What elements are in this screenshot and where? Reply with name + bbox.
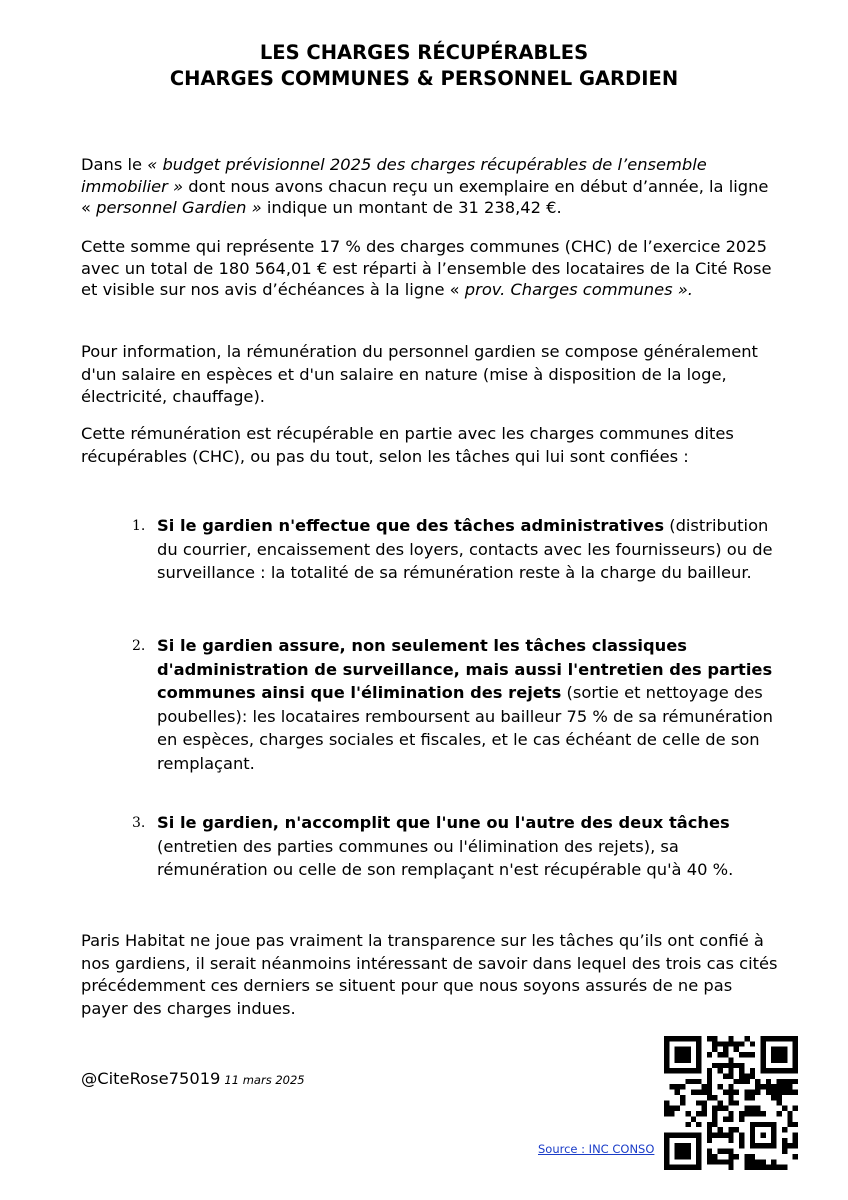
signature-date: 11 mars 2025 bbox=[224, 1073, 305, 1087]
info-paragraph: Pour information, la rémunération du personnel gardien se compose généralement d'un salaire en espèces et d'un salaire en nature (mise à disposition de la loge, électricité, chauffage). bbox=[81, 342, 758, 406]
list-item-heading: Si le gardien, n'accomplit que l'une ou l'autre des deux tâches bbox=[157, 813, 730, 832]
intro-text-1: Dans le bbox=[81, 155, 148, 174]
list-item-heading: Si le gardien assure, non seulement les tâches classiques d'administration de surveillance, mais aussi l'entretien des parties communes ainsi que l'élimination des rejets bbox=[157, 636, 773, 702]
intro-text-2: dont nous avons chacun reçu un exemplaire en début d’année, la ligne « bbox=[81, 176, 769, 217]
list-item-text: (entretien des parties communes ou l'élimination des rejets), sa rémunération ou celle de son remplaçant n'est récupérable qu'à 40 %. bbox=[157, 836, 734, 879]
recoverable-paragraph: Cette rémunération est récupérable en partie avec les charges communes dites récupérables (CHC), ou pas du tout, selon les tâches qui lui sont confiées : bbox=[81, 424, 734, 466]
intro-text-3: indique un montant de 31 238,42 €. bbox=[261, 198, 562, 217]
list-number: 3. bbox=[132, 815, 146, 831]
signature bbox=[81, 1069, 305, 1088]
intro-paragraph bbox=[81, 154, 781, 219]
budget-title: « budget prévisionnel 2025 des charges récupérables de l’ensemble immobilier » bbox=[81, 155, 707, 196]
list-item bbox=[132, 514, 777, 585]
charges-line-name: prov. Charges communes ». bbox=[464, 280, 693, 299]
qr-code-icon[interactable] bbox=[664, 1036, 798, 1170]
conclusion-paragraph: Paris Habitat ne joue pas vraiment la transparence sur les tâches qu’ils ont confié à nos gardiens, il serait néanmoins intéressant de savoir dans lequel des trois cas cités précédemment ces derniers se situent pour que nous soyons assurés de ne pas payer des charges indues. bbox=[81, 931, 778, 1018]
page-title bbox=[0, 40, 848, 92]
title-line-2: CHARGES COMMUNES & PERSONNEL GARDIEN bbox=[169, 67, 679, 90]
list-item-heading: Si le gardien n'effectue que des tâches administratives bbox=[157, 516, 665, 535]
budget-line-name: personnel Gardien » bbox=[96, 198, 262, 217]
list-number: 1. bbox=[132, 518, 146, 534]
list-item bbox=[132, 634, 777, 775]
source-link[interactable]: Source : INC CONSO bbox=[538, 1142, 655, 1156]
list-item-text: (distribution du courrier, encaissement des loyers, contacts avec les fournisseurs) ou de surveillance : la totalité de sa rémunération reste à la charge du bailleur. bbox=[157, 516, 773, 582]
title-line-1: LES CHARGES RÉCUPÉRABLES bbox=[259, 41, 589, 64]
author-handle: @CiteRose75019 bbox=[81, 1069, 221, 1088]
list-item-text: (sortie et nettoyage des poubelles): les locataires remboursent au bailleur 75 % de sa rémunération en espèces, charges sociales et fiscales, et le cas échéant de celle de son remplaçant. bbox=[157, 683, 773, 773]
total-text-1: Cette somme qui représente 17 % des charges communes (CHC) de l’exercice 2025 avec un total de 180 564,01 € est réparti à l’ensemble des locataires de la Cité Rose et visible sur nos avis d’échéances à la ligne « bbox=[81, 237, 772, 299]
list-item bbox=[132, 811, 777, 882]
list-number: 2. bbox=[132, 638, 146, 654]
total-paragraph bbox=[81, 236, 781, 301]
